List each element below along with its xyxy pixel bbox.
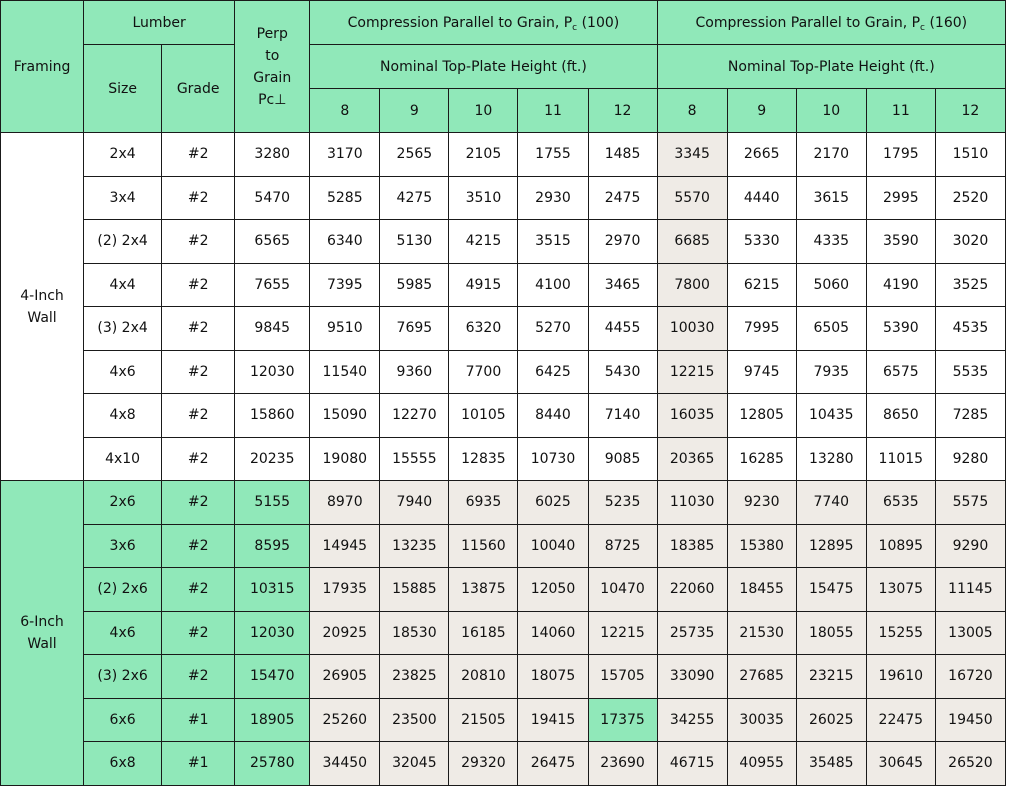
size-header: Size — [84, 45, 162, 133]
pc100-cell: 7700 — [449, 350, 518, 394]
grade-cell: #2 — [162, 394, 235, 438]
grade-cell: #2 — [162, 220, 235, 264]
pc160-cell: 5060 — [796, 263, 866, 307]
pc100-cell: 4915 — [449, 263, 518, 307]
pc160-cell: 5570 — [657, 176, 727, 220]
framing-label-line: Wall — [27, 309, 57, 326]
pc100-cell: 26905 — [310, 655, 380, 699]
perp-cell: 12030 — [235, 611, 310, 655]
pc100-cell: 2105 — [449, 133, 518, 177]
perp-cell: 9845 — [235, 307, 310, 351]
pc100-cell: 25260 — [310, 698, 380, 742]
perp-line-1: Perp — [256, 25, 288, 42]
pc160-cell: 15380 — [727, 524, 796, 568]
nominal-height-header-2: Nominal Top-Plate Height (ft.) — [657, 45, 1005, 89]
pc160-cell: 4335 — [796, 220, 866, 264]
size-cell: 4x6 — [84, 350, 162, 394]
perp-cell: 25780 — [235, 742, 310, 786]
pc100-cell: 5235 — [588, 481, 657, 525]
pc160-cell: 5390 — [866, 307, 935, 351]
pc160-cell: 18055 — [796, 611, 866, 655]
grade-cell: #1 — [162, 742, 235, 786]
pc160-cell: 40955 — [727, 742, 796, 786]
pc160-cell: 7800 — [657, 263, 727, 307]
pc100-cell: 12270 — [380, 394, 449, 438]
height-160-header: 9 — [727, 89, 796, 133]
pc100-cell: 9085 — [588, 437, 657, 481]
height-100-header: 9 — [380, 89, 449, 133]
pc100-cell: 3510 — [449, 176, 518, 220]
pc100-cell: 18530 — [380, 611, 449, 655]
pc160-cell: 13075 — [866, 568, 935, 612]
perp-line-4: Pc⊥ — [258, 91, 287, 108]
pc160-cell: 8650 — [866, 394, 935, 438]
pc160-cell: 46715 — [657, 742, 727, 786]
pc160-cell: 3345 — [657, 133, 727, 177]
pc160-cell: 20365 — [657, 437, 727, 481]
table-row — [1, 263, 1006, 307]
height-160-header: 10 — [796, 89, 866, 133]
grade-cell: #2 — [162, 350, 235, 394]
framing-label-line: 4-Inch — [20, 287, 64, 304]
pc160-cell: 3615 — [796, 176, 866, 220]
perp-cell: 8595 — [235, 524, 310, 568]
pc100-cell: 13235 — [380, 524, 449, 568]
size-cell: (2) 2x6 — [84, 568, 162, 612]
table-row — [1, 394, 1006, 438]
pc100-cell: 15090 — [310, 394, 380, 438]
size-cell: 4x10 — [84, 437, 162, 481]
pc160-cell: 19610 — [866, 655, 935, 699]
pc100-cell: 6025 — [518, 481, 588, 525]
pc100-header: Compression Parallel to Grain, $P_c$ (100) — [310, 1, 657, 45]
pc160-cell: 34255 — [657, 698, 727, 742]
pc160-header: Compression Parallel to Grain, $P_c$ (160) — [657, 1, 1005, 45]
pc160-cell: 2520 — [935, 176, 1005, 220]
pc100-cell: 14060 — [518, 611, 588, 655]
perp-cell: 12030 — [235, 350, 310, 394]
height-100-header: 12 — [588, 89, 657, 133]
pc100-cell: 7140 — [588, 394, 657, 438]
pc160-cell: 16720 — [935, 655, 1005, 699]
pc160-cell: 26025 — [796, 698, 866, 742]
pc160-cell: 18455 — [727, 568, 796, 612]
table-header — [1, 1, 1006, 133]
pc160-cell: 3525 — [935, 263, 1005, 307]
pc100-cell: 18075 — [518, 655, 588, 699]
pc160-cell: 2665 — [727, 133, 796, 177]
table-row — [1, 481, 1006, 525]
pc100-cell: 20810 — [449, 655, 518, 699]
perp-cell: 15470 — [235, 655, 310, 699]
pc100-cell: 5130 — [380, 220, 449, 264]
pc100-cell: 3170 — [310, 133, 380, 177]
size-cell: 4x8 — [84, 394, 162, 438]
pc100-cell: 7695 — [380, 307, 449, 351]
height-160-header: 8 — [657, 89, 727, 133]
size-cell: (3) 2x4 — [84, 307, 162, 351]
pc100-cell: 5985 — [380, 263, 449, 307]
pc100-cell: 15705 — [588, 655, 657, 699]
pc160-cell: 13005 — [935, 611, 1005, 655]
size-cell: 6x6 — [84, 698, 162, 742]
grade-cell: #2 — [162, 568, 235, 612]
pc160-cell: 19450 — [935, 698, 1005, 742]
pc100-cell: 4275 — [380, 176, 449, 220]
pc160-cell: 6575 — [866, 350, 935, 394]
pc100-cell: 7940 — [380, 481, 449, 525]
grade-cell: #2 — [162, 611, 235, 655]
pc100-cell: 10470 — [588, 568, 657, 612]
pc160-cell: 6505 — [796, 307, 866, 351]
pc160-cell: 12895 — [796, 524, 866, 568]
perp-cell: 3280 — [235, 133, 310, 177]
pc160-cell: 9290 — [935, 524, 1005, 568]
table-row — [1, 307, 1006, 351]
pc160-cell: 35485 — [796, 742, 866, 786]
pc160-cell: 18385 — [657, 524, 727, 568]
pc100-cell: 23690 — [588, 742, 657, 786]
nominal-height-header-1: Nominal Top-Plate Height (ft.) — [310, 45, 657, 89]
pc160-cell: 11145 — [935, 568, 1005, 612]
height-100-header: 10 — [449, 89, 518, 133]
pc160-cell: 10030 — [657, 307, 727, 351]
size-cell: 4x4 — [84, 263, 162, 307]
pc160-cell: 22475 — [866, 698, 935, 742]
pc160-cell: 13280 — [796, 437, 866, 481]
height-100-header: 8 — [310, 89, 380, 133]
pc100-cell: 5285 — [310, 176, 380, 220]
pc160-cell: 27685 — [727, 655, 796, 699]
table-row — [1, 698, 1006, 742]
size-cell: 3x6 — [84, 524, 162, 568]
grade-cell: #1 — [162, 698, 235, 742]
pc160-cell: 10895 — [866, 524, 935, 568]
pc160-cell: 25735 — [657, 611, 727, 655]
pc160-cell: 12805 — [727, 394, 796, 438]
pc100-cell: 11560 — [449, 524, 518, 568]
pc160-cell: 6685 — [657, 220, 727, 264]
pc100-cell: 5430 — [588, 350, 657, 394]
pc160-cell: 30645 — [866, 742, 935, 786]
size-cell: 3x4 — [84, 176, 162, 220]
height-160-header: 12 — [935, 89, 1005, 133]
pc160-cell: 7935 — [796, 350, 866, 394]
pc100-cell: 19080 — [310, 437, 380, 481]
framing-label-line: Wall — [27, 635, 57, 652]
framing-label — [1, 481, 84, 786]
pc160-cell: 6215 — [727, 263, 796, 307]
pc100-cell: 8725 — [588, 524, 657, 568]
pc160-cell: 16035 — [657, 394, 727, 438]
pc100-cell: 1755 — [518, 133, 588, 177]
pc160-cell: 16285 — [727, 437, 796, 481]
pc100-cell: 23825 — [380, 655, 449, 699]
pc160-cell: 5535 — [935, 350, 1005, 394]
pc100-cell: 2475 — [588, 176, 657, 220]
pc160-cell: 21530 — [727, 611, 796, 655]
pc100-cell: 9510 — [310, 307, 380, 351]
pc100-cell: 13875 — [449, 568, 518, 612]
pc100-cell: 8440 — [518, 394, 588, 438]
pc160-cell: 22060 — [657, 568, 727, 612]
pc100-cell: 16185 — [449, 611, 518, 655]
pc160-cell: 11015 — [866, 437, 935, 481]
size-cell: 2x4 — [84, 133, 162, 177]
pc100-cell: 4100 — [518, 263, 588, 307]
pc160-cell: 9745 — [727, 350, 796, 394]
pc100-cell: 12215 — [588, 611, 657, 655]
grade-cell: #2 — [162, 655, 235, 699]
pc100-cell: 9360 — [380, 350, 449, 394]
pc160-cell: 15255 — [866, 611, 935, 655]
table-row — [1, 220, 1006, 264]
table-row — [1, 568, 1006, 612]
pc100-cell: 12050 — [518, 568, 588, 612]
pc160-cell: 6535 — [866, 481, 935, 525]
size-cell: (2) 2x4 — [84, 220, 162, 264]
pc160-cell: 10435 — [796, 394, 866, 438]
pc100-cell: 32045 — [380, 742, 449, 786]
height-160-header: 11 — [866, 89, 935, 133]
pc160-cell: 12215 — [657, 350, 727, 394]
pc100-cell: 10040 — [518, 524, 588, 568]
pc100-cell: 4215 — [449, 220, 518, 264]
perp-line-3: Grain — [253, 69, 292, 86]
pc160-cell: 7995 — [727, 307, 796, 351]
grade-cell: #2 — [162, 437, 235, 481]
pc160-cell: 2170 — [796, 133, 866, 177]
grade-cell: #2 — [162, 307, 235, 351]
pc160-cell: 15475 — [796, 568, 866, 612]
pc100-cell: 4455 — [588, 307, 657, 351]
grade-cell: #2 — [162, 176, 235, 220]
perp-cell: 7655 — [235, 263, 310, 307]
perp-header — [235, 1, 310, 133]
perp-cell: 18905 — [235, 698, 310, 742]
framing-label-line: 6-Inch — [20, 613, 64, 630]
pc100-cell: 6425 — [518, 350, 588, 394]
pc160-cell: 30035 — [727, 698, 796, 742]
pc160-cell: 9230 — [727, 481, 796, 525]
perp-line-2: to — [265, 47, 280, 64]
table-row — [1, 742, 1006, 786]
pc100-cell: 8970 — [310, 481, 380, 525]
table-row — [1, 655, 1006, 699]
table-row — [1, 176, 1006, 220]
pc100-cell: 2930 — [518, 176, 588, 220]
pc160-cell: 11030 — [657, 481, 727, 525]
pc100-cell: 21505 — [449, 698, 518, 742]
pc100-cell: 34450 — [310, 742, 380, 786]
pc160-cell: 1795 — [866, 133, 935, 177]
perp-cell: 20235 — [235, 437, 310, 481]
pc100-cell: 10105 — [449, 394, 518, 438]
pc160-cell: 3590 — [866, 220, 935, 264]
pc100-cell: 29320 — [449, 742, 518, 786]
pc160-cell: 4440 — [727, 176, 796, 220]
size-cell: 4x6 — [84, 611, 162, 655]
framing-label — [1, 133, 84, 481]
pc160-cell: 9280 — [935, 437, 1005, 481]
pc160-cell: 7285 — [935, 394, 1005, 438]
pc100-cell: 5270 — [518, 307, 588, 351]
pc100-cell: 10730 — [518, 437, 588, 481]
pc100-cell: 3465 — [588, 263, 657, 307]
pc160-cell: 2995 — [866, 176, 935, 220]
pc100-cell: 17375 — [588, 698, 657, 742]
table-row — [1, 524, 1006, 568]
pc100-cell: 14945 — [310, 524, 380, 568]
pc160-cell: 1510 — [935, 133, 1005, 177]
perp-cell: 15860 — [235, 394, 310, 438]
height-100-header: 11 — [518, 89, 588, 133]
pc100-cell: 15885 — [380, 568, 449, 612]
pc100-cell: 19415 — [518, 698, 588, 742]
pc100-cell: 7395 — [310, 263, 380, 307]
pc100-cell: 2565 — [380, 133, 449, 177]
perp-cell: 6565 — [235, 220, 310, 264]
pc160-cell: 4535 — [935, 307, 1005, 351]
grade-cell: #2 — [162, 524, 235, 568]
table-row — [1, 437, 1006, 481]
pc100-cell: 6935 — [449, 481, 518, 525]
size-cell: 6x8 — [84, 742, 162, 786]
pc160-cell: 7740 — [796, 481, 866, 525]
grade-header: Grade — [162, 45, 235, 133]
pc160-cell: 5330 — [727, 220, 796, 264]
table-row — [1, 611, 1006, 655]
pc100-cell: 3515 — [518, 220, 588, 264]
table-row — [1, 350, 1006, 394]
pc100-cell: 1485 — [588, 133, 657, 177]
pc100-cell: 23500 — [380, 698, 449, 742]
table-row — [1, 133, 1006, 177]
pc160-cell: 5575 — [935, 481, 1005, 525]
pc100-cell: 12835 — [449, 437, 518, 481]
size-cell: 2x6 — [84, 481, 162, 525]
pc160-cell: 26520 — [935, 742, 1005, 786]
pc100-cell: 11540 — [310, 350, 380, 394]
pc160-cell: 4190 — [866, 263, 935, 307]
grade-cell: #2 — [162, 263, 235, 307]
pc160-cell: 3020 — [935, 220, 1005, 264]
pc100-cell: 17935 — [310, 568, 380, 612]
grade-cell: #2 — [162, 481, 235, 525]
lumber-header: Lumber — [84, 1, 235, 45]
pc100-cell: 26475 — [518, 742, 588, 786]
perp-cell: 10315 — [235, 568, 310, 612]
perp-cell: 5470 — [235, 176, 310, 220]
pc100-cell: 2970 — [588, 220, 657, 264]
pc160-cell: 23215 — [796, 655, 866, 699]
size-cell: (3) 2x6 — [84, 655, 162, 699]
pc100-cell: 6320 — [449, 307, 518, 351]
table-body — [1, 133, 1006, 786]
pc100-cell: 6340 — [310, 220, 380, 264]
perp-cell: 5155 — [235, 481, 310, 525]
pc100-cell: 15555 — [380, 437, 449, 481]
grade-cell: #2 — [162, 133, 235, 177]
pc160-cell: 33090 — [657, 655, 727, 699]
pc100-cell: 20925 — [310, 611, 380, 655]
framing-header: Framing — [1, 1, 84, 133]
